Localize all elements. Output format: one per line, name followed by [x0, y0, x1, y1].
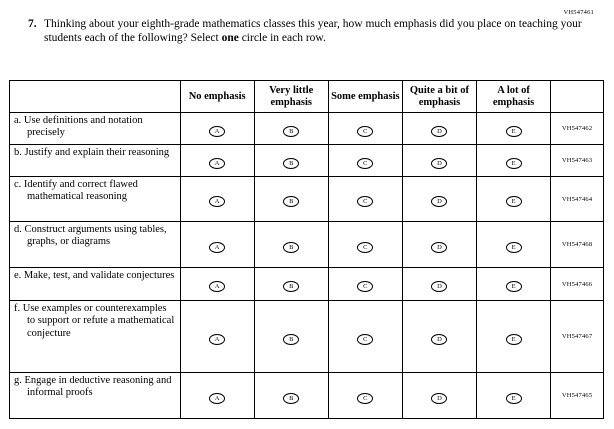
answer-cell — [477, 145, 551, 177]
row-code: VH547464 — [551, 177, 604, 222]
row-label-text: g. Engage in deductive reasoning and informal proofs — [14, 375, 172, 399]
answer-cell — [328, 268, 402, 301]
table-row — [10, 301, 604, 373]
row-label-header — [10, 81, 181, 113]
answer-circle-b[interactable]: B — [283, 242, 299, 253]
row-label-text: c. Identify and correct flawed mathematical reasoning — [14, 179, 138, 203]
answer-circle-d[interactable]: D — [431, 334, 447, 345]
table-row — [10, 222, 604, 268]
code-column-header — [551, 81, 604, 113]
row-code: VH547463 — [551, 145, 604, 177]
answer-circle-a[interactable]: A — [209, 196, 225, 207]
answer-circle-e[interactable]: E — [506, 393, 522, 404]
answer-circle-a[interactable]: A — [209, 126, 225, 137]
answer-cell — [402, 301, 476, 373]
answer-circle-d[interactable]: D — [431, 281, 447, 292]
answer-cell — [402, 177, 476, 222]
row-label — [10, 177, 181, 222]
answer-cell — [402, 113, 476, 145]
answer-circle-c[interactable]: C — [357, 126, 373, 137]
answer-circle-e[interactable]: E — [506, 281, 522, 292]
row-code: VH547466 — [551, 268, 604, 301]
row-code: VH547468 — [551, 222, 604, 268]
column-header: Some emphasis — [328, 81, 402, 113]
answer-cell — [254, 373, 328, 419]
answer-circle-b[interactable]: B — [283, 281, 299, 292]
answer-cell — [180, 373, 254, 419]
answer-cell — [328, 113, 402, 145]
row-label — [10, 301, 181, 373]
answer-cell — [477, 113, 551, 145]
answer-circle-c[interactable]: C — [357, 242, 373, 253]
answer-cell — [402, 222, 476, 268]
column-header: A lot of emphasis — [477, 81, 551, 113]
table-row — [10, 145, 604, 177]
question-number: 7. — [28, 18, 37, 30]
row-label-text: d. Construct arguments using tables, graphs, or diagrams — [14, 224, 167, 248]
answer-cell — [328, 373, 402, 419]
answer-cell — [477, 301, 551, 373]
answer-circle-d[interactable]: D — [431, 158, 447, 169]
row-code: VH547462 — [551, 113, 604, 145]
answer-circle-b[interactable]: B — [283, 334, 299, 345]
answer-cell — [328, 301, 402, 373]
answer-circle-e[interactable]: E — [506, 334, 522, 345]
answer-circle-b[interactable]: B — [283, 126, 299, 137]
answer-cell — [477, 268, 551, 301]
answer-cell — [402, 268, 476, 301]
column-header: No emphasis — [180, 81, 254, 113]
row-code: VH547465 — [551, 373, 604, 419]
answer-cell — [402, 145, 476, 177]
row-label-text: f. Use examples or counterexamples to support or refute a mathematical conjecture — [14, 303, 175, 339]
answer-cell — [328, 145, 402, 177]
answer-circle-b[interactable]: B — [283, 158, 299, 169]
row-code: VH547467 — [551, 301, 604, 373]
form-code: VH547461 — [563, 9, 594, 16]
row-label — [10, 373, 181, 419]
row-label-text: b. Justify and explain their reasoning — [14, 147, 170, 158]
answer-circle-e[interactable]: E — [506, 158, 522, 169]
emphasis-table — [9, 80, 604, 419]
answer-circle-b[interactable]: B — [283, 393, 299, 404]
answer-cell — [477, 373, 551, 419]
row-label-text: a. Use definitions and notation precisely — [14, 115, 143, 139]
answer-circle-c[interactable]: C — [357, 281, 373, 292]
table-row — [10, 113, 604, 145]
answer-circle-e[interactable]: E — [506, 196, 522, 207]
answer-circle-c[interactable]: C — [357, 393, 373, 404]
answer-cell — [477, 222, 551, 268]
answer-cell — [254, 268, 328, 301]
answer-circle-d[interactable]: D — [431, 242, 447, 253]
answer-cell — [254, 113, 328, 145]
row-label — [10, 113, 181, 145]
answer-circle-e[interactable]: E — [506, 126, 522, 137]
answer-circle-d[interactable]: D — [431, 196, 447, 207]
answer-cell — [180, 177, 254, 222]
row-label — [10, 268, 181, 301]
answer-circle-a[interactable]: A — [209, 393, 225, 404]
question-text-bold: one — [221, 32, 239, 45]
answer-cell — [180, 268, 254, 301]
row-label — [10, 222, 181, 268]
question-text — [44, 17, 584, 45]
column-header: Quite a bit of emphasis — [402, 81, 476, 113]
answer-cell — [180, 222, 254, 268]
row-label — [10, 145, 181, 177]
answer-cell — [254, 145, 328, 177]
question-7 — [28, 17, 584, 45]
table-row — [10, 177, 604, 222]
question-text-before: Thinking about your eighth-grade mathematics classes this year, how much emphasis did you place on teaching your students each of the following? Select — [44, 18, 582, 45]
answer-circle-e[interactable]: E — [506, 242, 522, 253]
answer-circle-d[interactable]: D — [431, 393, 447, 404]
answer-cell — [254, 177, 328, 222]
answer-circle-c[interactable]: C — [357, 158, 373, 169]
answer-cell — [402, 373, 476, 419]
table-row — [10, 373, 604, 419]
answer-cell — [180, 145, 254, 177]
answer-circle-b[interactable]: B — [283, 196, 299, 207]
answer-cell — [328, 222, 402, 268]
table-row — [10, 268, 604, 301]
row-label-text: e. Make, test, and validate conjectures — [14, 270, 175, 281]
answer-circle-a[interactable]: A — [209, 334, 225, 345]
answer-circle-d[interactable]: D — [431, 126, 447, 137]
question-text-after: circle in each row. — [238, 32, 326, 45]
answer-cell — [180, 113, 254, 145]
answer-circle-a[interactable]: A — [209, 158, 225, 169]
answer-cell — [328, 177, 402, 222]
column-header: Very little emphasis — [254, 81, 328, 113]
answer-cell — [477, 177, 551, 222]
header-row — [10, 81, 604, 113]
answer-cell — [254, 222, 328, 268]
answer-circle-a[interactable]: A — [209, 281, 225, 292]
answer-cell — [180, 301, 254, 373]
answer-circle-c[interactable]: C — [357, 196, 373, 207]
answer-circle-c[interactable]: C — [357, 334, 373, 345]
answer-cell — [254, 301, 328, 373]
answer-circle-a[interactable]: A — [209, 242, 225, 253]
